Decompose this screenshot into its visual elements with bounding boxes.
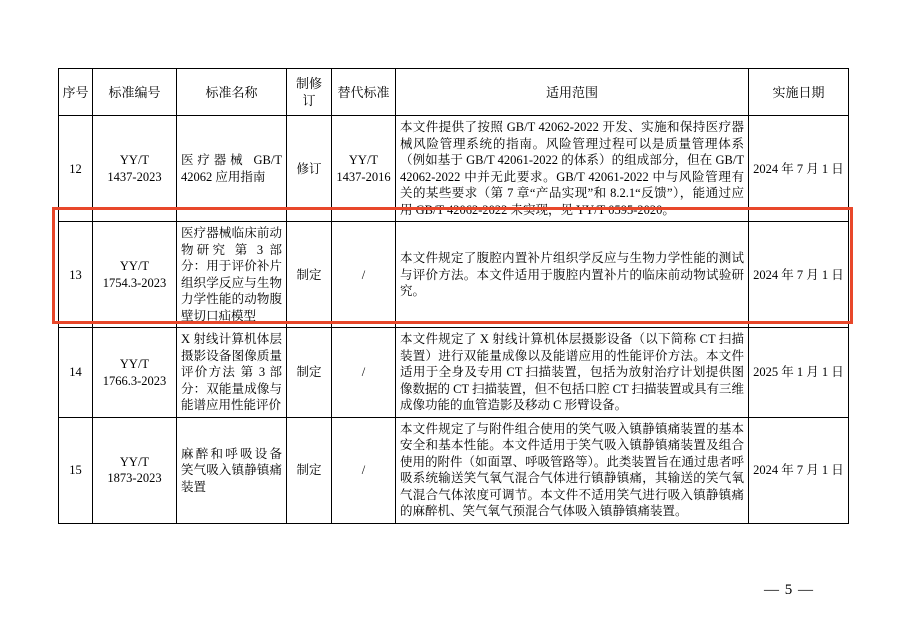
column-header-name (177, 69, 287, 116)
code-line-2: 1754.3-2023 (102, 275, 167, 290)
cell-scope: 本文件规定了 X 射线计算机体层摄影设备（以下简称 CT 扫描装置）进行双能量成像以及能谱应用的性能评价方法。本文件适用于全身及专用 CT 扫描装置，包括为放射治疗计划提供图像数据的 CT 扫描装置，但不包括口腔 CT 扫描装置或具有三维成像功能的血管造影及移动 C 形臂设备。 (396, 328, 749, 418)
cell-standard-name: 麻醉和呼吸设备 笑气吸入镇静镇痛装置 (177, 417, 287, 523)
column-header-no (59, 69, 93, 116)
cell-scope: 本文件提供了按照 GB/T 42062-2022 开发、实施和保持医疗器械风险管理系统的指南。风险管理过程可以是质量管理体系（例如基于 GB/T 42061-2022 的体系）的组成部分，但在 GB/T 42062-2022 中并无此要求。GB/T 42061-2022 中与风险管理有关的某些要求（第 7 章“产品实现”和 8.2.1“反馈”），能通过应用 GB/T 42062-2022 未实现，见 YY/T 0595-2020。 (396, 116, 749, 222)
cell-replaces: / (332, 417, 396, 523)
table-row (59, 417, 849, 523)
column-header-scope (396, 69, 749, 116)
cell-date: 2024 年 7 月 1 日 (749, 222, 849, 328)
code-line-2: 1873-2023 (107, 471, 162, 486)
code-line-1: YY/T (119, 259, 150, 274)
standards-table-container (58, 68, 848, 524)
code-line-2: 1437-2023 (107, 169, 162, 184)
header-text-code: 标准编号 (108, 84, 161, 100)
code-line-1: YY/T (119, 454, 150, 469)
row-number: 13 (69, 267, 82, 282)
header-text-type: 制修订 (295, 76, 322, 109)
replaces-line-2: 1437-2016 (336, 169, 391, 184)
row-number: 14 (69, 365, 82, 380)
row-number: 12 (69, 161, 82, 176)
table-header-row (59, 69, 849, 116)
cell-type: 制定 (287, 328, 332, 418)
code-line-1: YY/T (119, 357, 150, 372)
table-row (59, 116, 849, 222)
column-header-type (287, 69, 332, 116)
cell-no (59, 328, 93, 418)
column-header-date (749, 69, 849, 116)
cell-replaces: / (332, 328, 396, 418)
header-text-replaces: 替代标准 (337, 84, 390, 100)
cell-date: 2025 年 1 月 1 日 (749, 328, 849, 418)
cell-code (93, 222, 177, 328)
row-number: 15 (69, 463, 82, 478)
code-line-2: 1766.3-2023 (102, 373, 167, 388)
header-text-date: 实施日期 (772, 84, 825, 100)
cell-replaces (332, 116, 396, 222)
cell-standard-name: X 射线计算机体层摄影设备图像质量评价方法 第 3 部分：双能量成像与能谱应用性能评价 (177, 328, 287, 418)
header-text-name: 标准名称 (205, 84, 258, 100)
replaces-line-1: YY/T (348, 153, 379, 168)
cell-replaces: / (332, 222, 396, 328)
column-header-code (93, 69, 177, 116)
cell-type: 修订 (287, 116, 332, 222)
cell-code (93, 116, 177, 222)
cell-type: 制定 (287, 417, 332, 523)
cell-no (59, 222, 93, 328)
table-row (59, 328, 849, 418)
cell-no (59, 417, 93, 523)
cell-standard-name: 医疗器械 GB/T 42062 应用指南 (177, 116, 287, 222)
standards-table (58, 68, 849, 524)
column-header-replaces (332, 69, 396, 116)
cell-date: 2024 年 7 月 1 日 (749, 417, 849, 523)
cell-no (59, 116, 93, 222)
cell-scope: 本文件规定了腹腔内置补片组织学反应与生物力学性能的测试与评价方法。本文件适用于腹腔内置补片的临床前动物试验研究。 (396, 222, 749, 328)
table-row (59, 222, 849, 328)
cell-scope: 本文件规定了与附件组合使用的笑气吸入镇静镇痛装置的基本安全和基本性能。本文件适用于笑气吸入镇静镇痛装置及组合使用的附件（如面罩、呼吸管路等）。此类装置旨在通过患者呼吸系统输送笑气氧气混合气体进行镇静镇痛，其输送的笑气氧气混合气体浓度可调节。本文件不适用笑气进行吸入镇静镇痛的麻醉机、笑气氧气预混合气体吸入镇静镇痛装置。 (396, 417, 749, 523)
code-line-1: YY/T (119, 153, 150, 168)
header-text-no: 序号 (62, 84, 89, 100)
cell-code (93, 328, 177, 418)
cell-date: 2024 年 7 月 1 日 (749, 116, 849, 222)
cell-standard-name: 医疗器械临床前动物研究 第 3 部分：用于评价补片组织学反应与生物力学性能的动物腹壁切口疝模型 (177, 222, 287, 328)
cell-code (93, 417, 177, 523)
cell-type: 制定 (287, 222, 332, 328)
header-text-scope: 适用范围 (545, 84, 598, 100)
page-number-footer: — 5 — (764, 582, 814, 598)
